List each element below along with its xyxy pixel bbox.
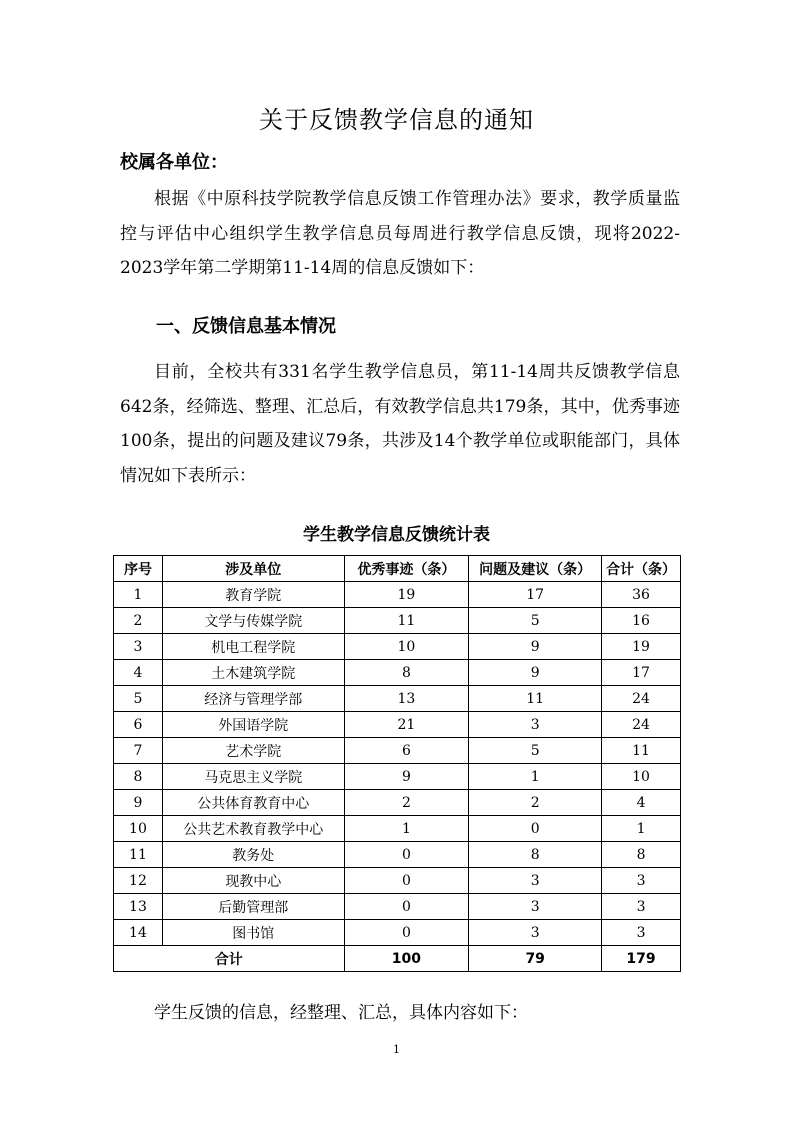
- cell-issues: 9: [469, 660, 602, 686]
- table-row: [114, 660, 681, 686]
- cell-good: 21: [344, 712, 469, 738]
- cell-sum: 19: [602, 634, 681, 660]
- closing-paragraph: 学生反馈的信息，经整理、汇总，具体内容如下：: [154, 1003, 528, 1023]
- table-total-row: [114, 946, 681, 972]
- table-row: [114, 868, 681, 894]
- summary-paragraph: 目前，全校共有331名学生教学信息员，第11-14周共反馈教学信息642条，经筛选、整理、汇总后，有效教学信息共179条，其中，优秀事迹100条，提出的问题及建议79条，共涉及14个教学单位或职能部门，具体情况如下表所示：: [120, 362, 680, 486]
- cell-unit: 机电工程学院: [162, 634, 344, 660]
- cell-seq: 10: [114, 816, 163, 842]
- cell-unit: 后勤管理部: [162, 894, 344, 920]
- cell-good: 13: [344, 686, 469, 712]
- table-row: [114, 920, 681, 946]
- table-row: [114, 582, 681, 608]
- header-issues: 问题及建议（条）: [469, 556, 602, 582]
- cell-unit: 公共体育教育中心: [162, 790, 344, 816]
- cell-issues: 2: [469, 790, 602, 816]
- cell-seq: 2: [114, 608, 163, 634]
- cell-good: 10: [344, 634, 469, 660]
- cell-seq: 14: [114, 920, 163, 946]
- cell-seq: 13: [114, 894, 163, 920]
- table-row: [114, 738, 681, 764]
- cell-unit: 教务处: [162, 842, 344, 868]
- cell-unit: 马克思主义学院: [162, 764, 344, 790]
- cell-seq: 7: [114, 738, 163, 764]
- cell-sum: 10: [602, 764, 681, 790]
- cell-sum: 36: [602, 582, 681, 608]
- cell-good: 0: [344, 868, 469, 894]
- cell-seq: 4: [114, 660, 163, 686]
- table-row: [114, 764, 681, 790]
- cell-issues: 8: [469, 842, 602, 868]
- feedback-statistics-table: [113, 555, 681, 972]
- salutation: 校属各单位：: [120, 152, 228, 173]
- cell-issues: 3: [469, 894, 602, 920]
- cell-seq: 1: [114, 582, 163, 608]
- cell-seq: 12: [114, 868, 163, 894]
- cell-seq: 8: [114, 764, 163, 790]
- cell-unit: 土木建筑学院: [162, 660, 344, 686]
- table-row: [114, 816, 681, 842]
- cell-sum: 11: [602, 738, 681, 764]
- cell-sum: 3: [602, 868, 681, 894]
- cell-good: 0: [344, 894, 469, 920]
- cell-sum: 3: [602, 894, 681, 920]
- header-seq: 序号: [114, 556, 163, 582]
- header-unit: 涉及单位: [162, 556, 344, 582]
- cell-issues: 11: [469, 686, 602, 712]
- total-good: 100: [344, 946, 469, 972]
- cell-issues: 0: [469, 816, 602, 842]
- cell-good: 6: [344, 738, 469, 764]
- table-header-row: [114, 556, 681, 582]
- cell-sum: 17: [602, 660, 681, 686]
- cell-issues: 3: [469, 712, 602, 738]
- table-row: [114, 842, 681, 868]
- cell-sum: 24: [602, 712, 681, 738]
- cell-unit: 图书馆: [162, 920, 344, 946]
- cell-unit: 现教中心: [162, 868, 344, 894]
- total-label: 合计: [114, 946, 345, 972]
- cell-sum: 8: [602, 842, 681, 868]
- cell-seq: 11: [114, 842, 163, 868]
- cell-issues: 3: [469, 868, 602, 894]
- cell-issues: 17: [469, 582, 602, 608]
- cell-sum: 1: [602, 816, 681, 842]
- cell-unit: 外国语学院: [162, 712, 344, 738]
- cell-seq: 3: [114, 634, 163, 660]
- page-number: 1: [393, 1043, 400, 1056]
- cell-issues: 1: [469, 764, 602, 790]
- cell-unit: 教育学院: [162, 582, 344, 608]
- cell-unit: 公共艺术教育教学中心: [162, 816, 344, 842]
- header-total: 合计（条）: [602, 556, 681, 582]
- cell-issues: 5: [469, 738, 602, 764]
- cell-sum: 16: [602, 608, 681, 634]
- total-sum: 179: [602, 946, 681, 972]
- cell-sum: 4: [602, 790, 681, 816]
- cell-good: 1: [344, 816, 469, 842]
- table-row: [114, 634, 681, 660]
- cell-seq: 6: [114, 712, 163, 738]
- cell-good: 8: [344, 660, 469, 686]
- cell-good: 11: [344, 608, 469, 634]
- cell-issues: 9: [469, 634, 602, 660]
- cell-good: 9: [344, 764, 469, 790]
- cell-good: 0: [344, 920, 469, 946]
- table-row: [114, 712, 681, 738]
- header-good-deeds: 优秀事迹（条）: [344, 556, 469, 582]
- cell-issues: 3: [469, 920, 602, 946]
- document-title: 关于反馈教学信息的通知: [259, 106, 534, 134]
- cell-unit: 文学与传媒学院: [162, 608, 344, 634]
- table-row: [114, 894, 681, 920]
- intro-paragraph: 根据《中原科技学院教学信息反馈工作管理办法》要求，教学质量监控与评估中心组织学生教学信息员每周进行教学信息反馈，现将2022-2023学年第二学期第11-14周的信息反馈如下：: [120, 189, 680, 278]
- cell-unit: 艺术学院: [162, 738, 344, 764]
- cell-good: 19: [344, 582, 469, 608]
- table-row: [114, 608, 681, 634]
- cell-good: 0: [344, 842, 469, 868]
- cell-issues: 5: [469, 608, 602, 634]
- cell-sum: 3: [602, 920, 681, 946]
- total-issues: 79: [469, 946, 602, 972]
- cell-seq: 5: [114, 686, 163, 712]
- section-heading-basic-info: 一、反馈信息基本情况: [156, 316, 336, 337]
- cell-seq: 9: [114, 790, 163, 816]
- cell-good: 2: [344, 790, 469, 816]
- table-row: [114, 790, 681, 816]
- cell-unit: 经济与管理学部: [162, 686, 344, 712]
- table-row: [114, 686, 681, 712]
- cell-sum: 24: [602, 686, 681, 712]
- table-title: 学生教学信息反馈统计表: [303, 525, 490, 545]
